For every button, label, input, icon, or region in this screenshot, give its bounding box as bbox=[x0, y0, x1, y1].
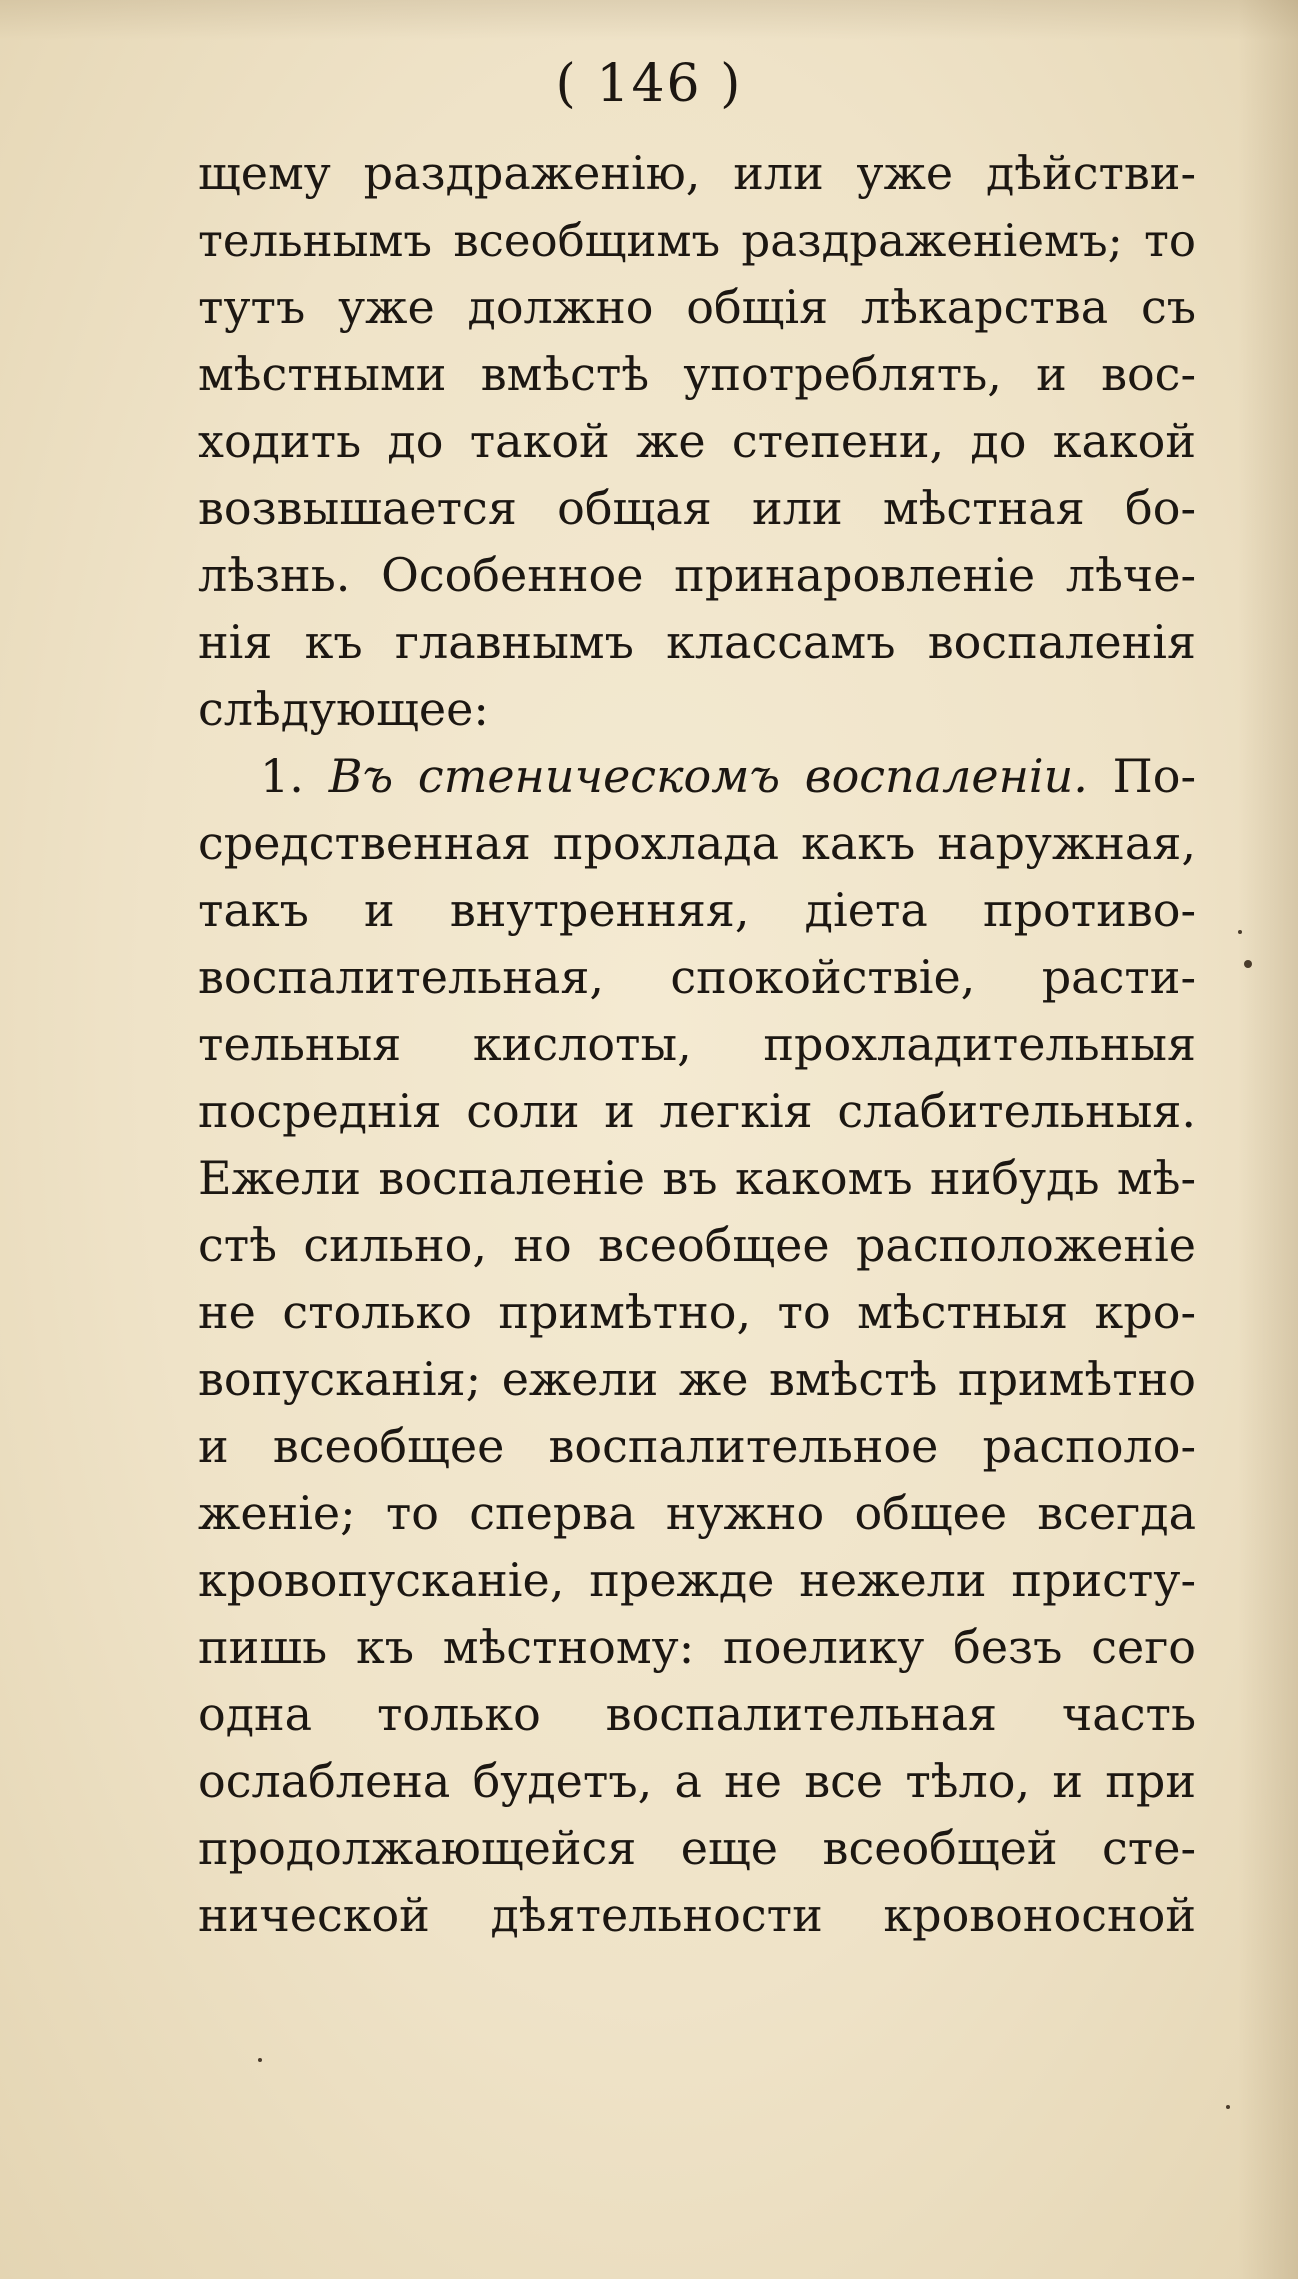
text-line: щему раздраженію, или уже дѣйстви- bbox=[198, 146, 1196, 200]
text-line: тельнымъ всеобщимъ раздраженіемъ; то bbox=[198, 214, 1196, 267]
body-text bbox=[198, 140, 1196, 1949]
text-line: тутъ уже должно общія лѣкарства съ bbox=[198, 280, 1196, 334]
page-right-shadow bbox=[1238, 0, 1298, 2279]
text-line: одна только воспалительная часть bbox=[198, 1687, 1196, 1741]
text-line: Ежели воспаленіе въ какомъ нибудь мѣ- bbox=[198, 1151, 1196, 1205]
section-number: 1. bbox=[260, 749, 304, 803]
page-top-shadow bbox=[0, 0, 1298, 40]
text-line: не столько примѣтно, то мѣстныя кро- bbox=[198, 1285, 1196, 1339]
text-line: женіе; то сперва нужно общее всегда bbox=[198, 1486, 1196, 1540]
text-line: мѣстными вмѣстѣ употреблять, и вос- bbox=[198, 347, 1196, 401]
text-line: такъ и внутренняя, діета противо- bbox=[198, 883, 1196, 937]
text-line: нической дѣятельности кровоносной bbox=[198, 1888, 1196, 1942]
text-line: и всеобщее воспалительное располо- bbox=[198, 1419, 1196, 1473]
section-heading: Въ стеническомъ воспаленіи. bbox=[328, 749, 1088, 803]
section-heading-tail: По- bbox=[1112, 749, 1196, 803]
text-line: возвышается общая или мѣстная бо- bbox=[198, 481, 1196, 535]
text-line: лѣзнь. Особенное принаровленіе лѣче- bbox=[198, 548, 1196, 602]
text-line: пишь къ мѣстному: поелику безъ сего bbox=[198, 1620, 1196, 1674]
text-line: слѣдующее: bbox=[198, 682, 489, 736]
text-line: продолжающейся еще всеобщей сте- bbox=[198, 1821, 1196, 1875]
text-line: вопусканія; ежели же вмѣстѣ примѣтно bbox=[198, 1352, 1196, 1406]
ink-speck bbox=[1244, 960, 1252, 968]
section-heading-line bbox=[198, 743, 1196, 810]
text-line: стѣ сильно, но всеобщее расположеніе bbox=[198, 1218, 1196, 1272]
text-line: воспалительная, спокойствіе, расти- bbox=[198, 950, 1196, 1004]
ink-speck bbox=[258, 2058, 262, 2062]
ink-speck bbox=[1238, 930, 1242, 934]
ink-speck bbox=[1226, 2105, 1230, 2109]
text-line: кровопусканіе, прежде нежели присту- bbox=[198, 1553, 1196, 1607]
page-number: ( 146 ) bbox=[555, 54, 743, 114]
text-line: ходить до такой же степени, до какой bbox=[198, 414, 1196, 468]
text-line: средственная прохлада какъ наружная, bbox=[198, 816, 1196, 870]
text-line: посреднія соли и легкія слабительныя. bbox=[198, 1084, 1196, 1138]
text-line: тельныя кислоты, прохладительныя bbox=[198, 1017, 1196, 1071]
text-line: ослаблена будетъ, а не все тѣло, и при bbox=[198, 1754, 1196, 1808]
text-line: нія къ главнымъ классамъ воспаленія bbox=[198, 615, 1196, 669]
